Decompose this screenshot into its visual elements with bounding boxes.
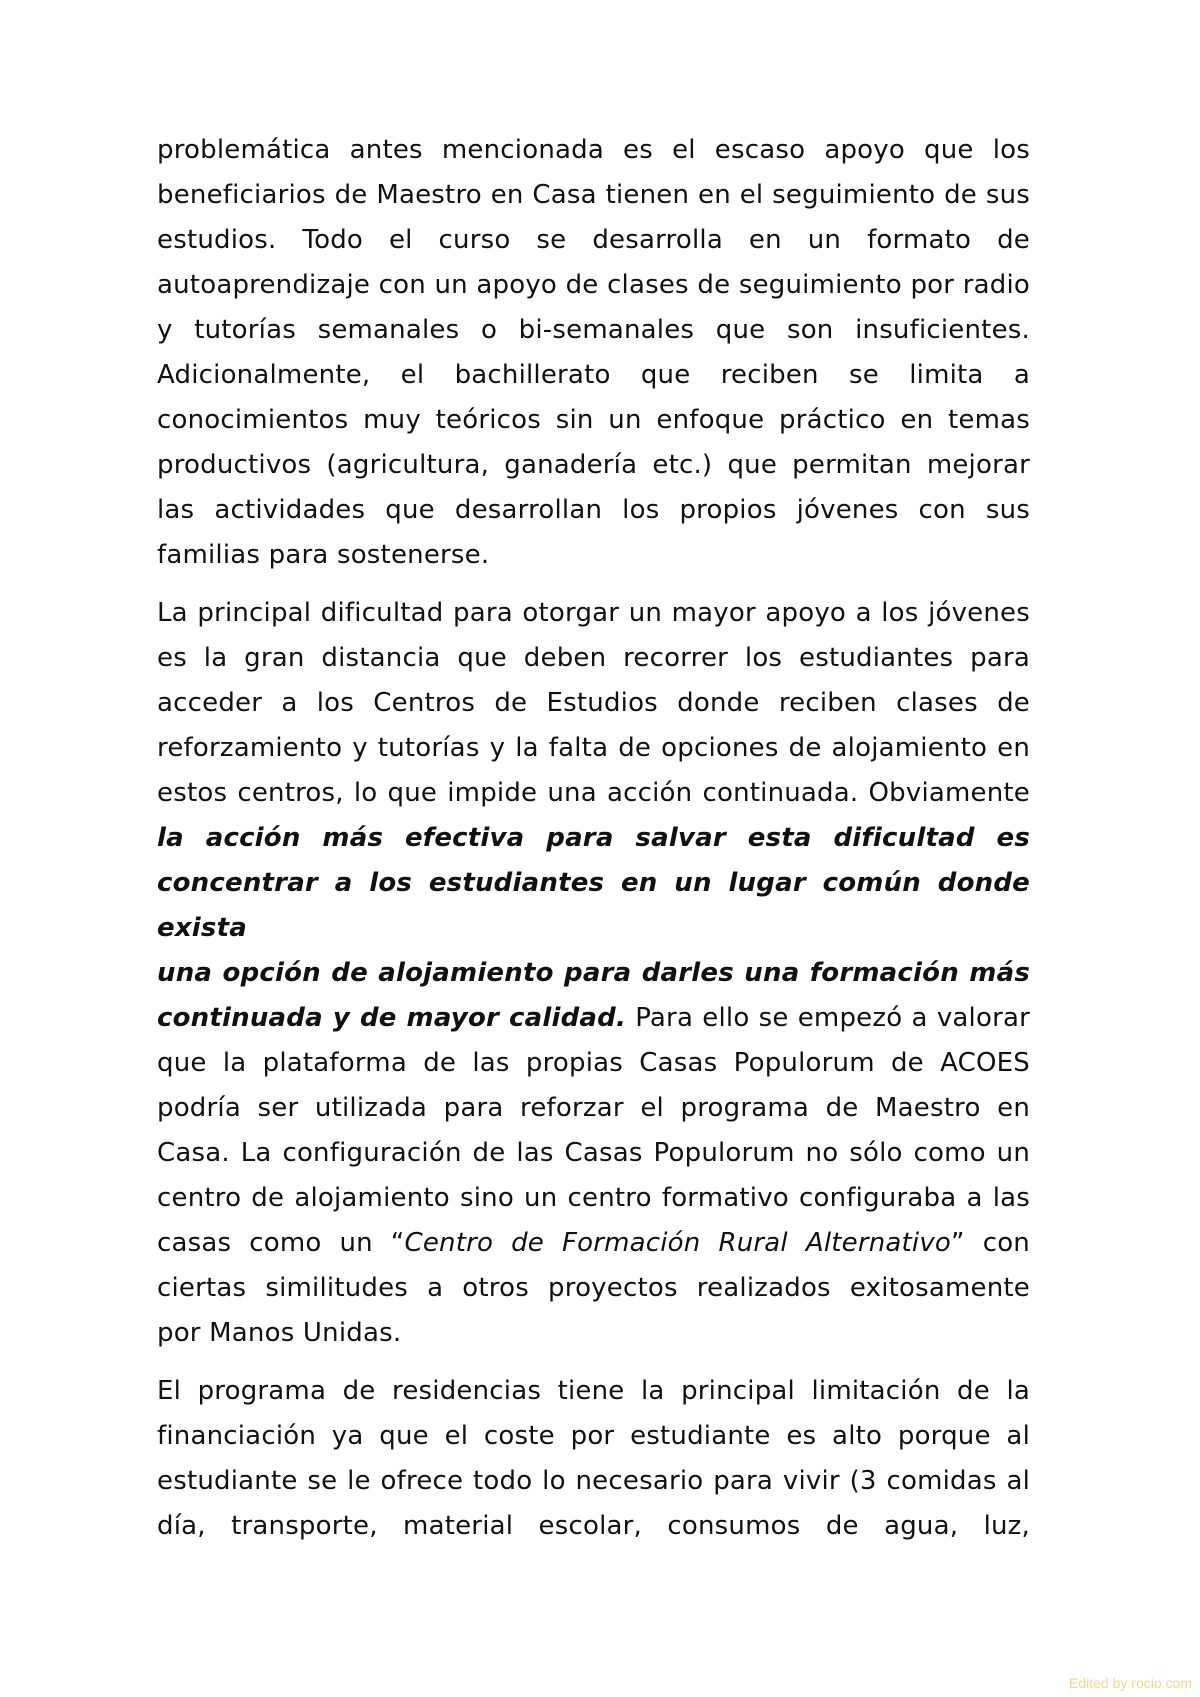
text-segment: concentrar a los estudiantes en un lugar común donde exista	[157, 868, 1030, 943]
text-line	[157, 263, 1030, 308]
text-line	[157, 1459, 1030, 1504]
text-segment: ciertas similitudes a otros proyectos realizados exitosamente	[157, 1273, 1030, 1303]
text-segment: continuada y de mayor calidad.	[157, 1003, 627, 1033]
text-segment: estudios. Todo el curso se desarrolla en un formato de	[157, 225, 1030, 255]
text-segment: autoaprendizaje con un apoyo de clases de seguimiento por radio	[157, 270, 1030, 300]
text-line	[157, 1131, 1030, 1176]
text-line	[157, 1221, 1030, 1266]
text-line	[157, 1504, 1030, 1549]
text-line	[157, 951, 1030, 996]
text-line	[157, 681, 1030, 726]
text-segment: beneficiarios de Maestro en Casa tienen en el seguimiento de sus	[157, 180, 1030, 210]
text-line	[157, 1176, 1030, 1221]
text-line	[157, 488, 1030, 533]
text-segment: Centro de Formación Rural Alternativo	[404, 1228, 952, 1258]
text-segment: La principal dificultad para otorgar un mayor apoyo a los jóvenes	[157, 598, 1030, 628]
text-line	[157, 218, 1030, 263]
text-segment: ” con	[951, 1228, 1030, 1258]
text-line	[157, 996, 1030, 1041]
text-segment: casas como un “	[157, 1228, 405, 1258]
text-segment: productivos (agricultura, ganadería etc.) que permitan mejorar	[157, 450, 1030, 480]
text-line	[157, 816, 1030, 861]
text-segment: El programa de residencias tiene la principal limitación de la	[157, 1376, 1030, 1406]
text-segment: por Manos Unidas.	[157, 1318, 402, 1348]
text-segment: conocimientos muy teóricos sin un enfoque práctico en temas	[157, 405, 1030, 435]
text-segment: que la plataforma de las propias Casas Populorum de ACOES	[157, 1048, 1030, 1078]
text-line	[157, 128, 1030, 173]
text-line	[157, 1086, 1030, 1131]
text-line	[157, 533, 1030, 578]
text-line	[157, 398, 1030, 443]
text-line	[157, 353, 1030, 398]
text-line	[157, 1369, 1030, 1414]
text-segment: estudiante se le ofrece todo lo necesario para vivir (3 comidas al	[157, 1466, 1030, 1496]
text-segment: reforzamiento y tutorías y la falta de opciones de alojamiento en	[157, 733, 1030, 763]
text-line	[157, 591, 1030, 636]
text-segment: una opción de alojamiento para darles una formación más	[157, 958, 1030, 988]
document-body	[157, 128, 1030, 1562]
text-segment: la acción más efectiva para salvar esta dificultad es	[157, 823, 1030, 853]
text-segment: es la gran distancia que deben recorrer los estudiantes para	[157, 643, 1030, 673]
text-segment: problemática antes mencionada es el escaso apoyo que los	[157, 135, 1030, 165]
text-segment: Para ello se empezó a valorar	[626, 1003, 1030, 1033]
text-line	[157, 771, 1030, 816]
paragraph	[157, 1369, 1030, 1549]
text-segment: Casa. La configuración de las Casas Populorum no sólo como un	[157, 1138, 1030, 1168]
paragraph	[157, 591, 1030, 1356]
text-line	[157, 726, 1030, 771]
text-segment: financiación ya que el coste por estudiante es alto porque al	[157, 1421, 1030, 1451]
text-segment: las actividades que desarrollan los propios jóvenes con sus	[157, 495, 1030, 525]
text-segment: familias para sostenerse.	[157, 540, 490, 570]
text-line	[157, 173, 1030, 218]
text-segment: acceder a los Centros de Estudios donde reciben clases de	[157, 688, 1030, 718]
text-line	[157, 636, 1030, 681]
text-segment: centro de alojamiento sino un centro formativo configuraba a las	[157, 1183, 1030, 1213]
text-line	[157, 1414, 1030, 1459]
text-segment: estos centros, lo que impide una acción continuada. Obviamente	[157, 778, 1030, 808]
text-segment: día, transporte, material escolar, consumos de agua, luz,	[157, 1511, 1030, 1541]
text-line	[157, 308, 1030, 353]
watermark: Edited by rocio.com	[1069, 1675, 1192, 1691]
text-segment: y tutorías semanales o bi-semanales que son insuficientes.	[157, 315, 1030, 345]
text-segment: podría ser utilizada para reforzar el programa de Maestro en	[157, 1093, 1030, 1123]
text-line	[157, 861, 1030, 951]
text-segment: Adicionalmente, el bachillerato que reciben se limita a	[157, 360, 1030, 390]
text-line	[157, 1041, 1030, 1086]
paragraph	[157, 128, 1030, 578]
text-line	[157, 1266, 1030, 1311]
text-line	[157, 1311, 1030, 1356]
text-line	[157, 443, 1030, 488]
